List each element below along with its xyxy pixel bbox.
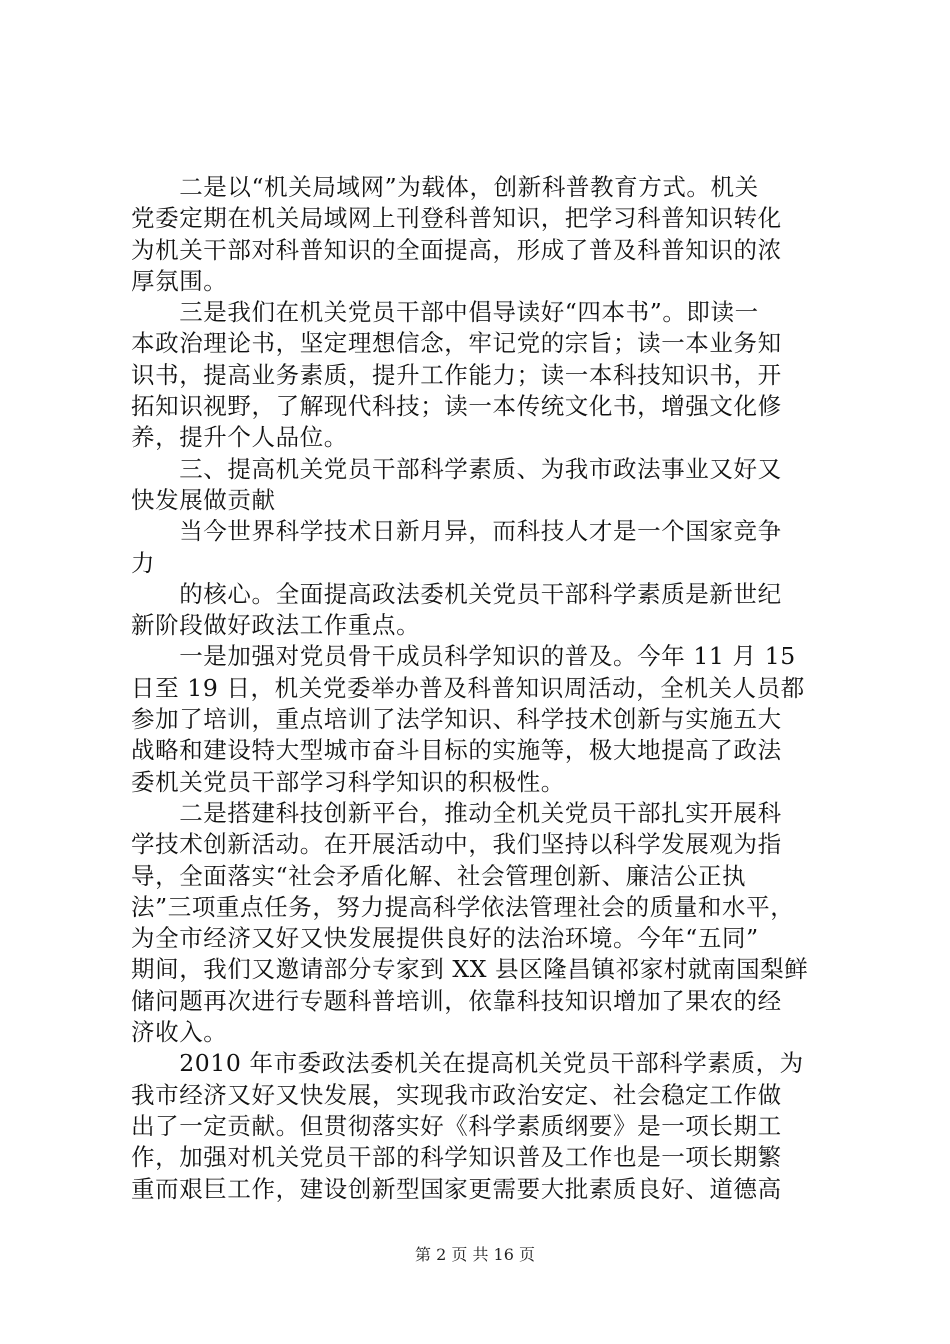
text-line: 新阶段做好政法工作重点。 [131,611,421,640]
paragraph-6 [131,641,831,797]
text-line: 参加了培训，重点培训了法学知识、科学技术创新与实施五大 [131,705,782,734]
text-line: 的核心。全面提高政法委机关党员干部科学素质是新世纪 [131,579,782,608]
text-line: 养，提升个人品位。 [131,423,348,452]
text-line: 三、提高机关党员干部科学素质、为我市政法事业又好又 [131,454,782,483]
text-line: 出了一定贡献。但贯彻落实好《科学素质纲要》是一项长期工 [131,1111,782,1140]
text-line: 日至 19 日，机关党委举办普及科普知识周活动，全机关人员都 [131,673,805,702]
text-line: 当今世界科学技术日新月异，而科技人才是一个国家竞争 [131,517,782,546]
text-line: 期间，我们又邀请部分专家到 XX 县区隆昌镇祁家村就南国梨鲜 [131,955,809,984]
paragraph-8 [131,1048,831,1204]
text-line: 作，加强对机关党员干部的科学知识普及工作也是一项长期繁 [131,1143,782,1172]
paragraph-5 [131,579,831,642]
page-number-label: 第 2 页 共 16 页 [415,1245,535,1264]
text-line: 快发展做贡献 [131,485,276,514]
text-line: 拓知识视野，了解现代科技；读一本传统文化书，增强文化修 [131,392,782,421]
text-line: 为全市经济又好又快发展提供良好的法治环境。今年“五同” [131,924,759,953]
text-line: 厚氛围。 [131,266,228,295]
text-line: 一是加强对党员骨干成员科学知识的普及。今年 11 月 15 [131,642,796,671]
text-line: 重而艰巨工作，建设创新型国家更需要大批素质良好、道德高 [131,1174,782,1203]
paragraph-7 [131,798,831,1048]
text-line: 我市经济又好又快发展，实现我市政治安定、社会稳定工作做 [131,1080,782,1109]
text-line: 储问题再次进行专题科普培训，依靠科技知识增加了果农的经 [131,986,782,1015]
paragraph-2 [131,297,831,453]
document-body [131,172,831,1205]
page-footer [0,1245,950,1265]
text-line: 识书，提高业务素质，提升工作能力；读一本科技知识书，开 [131,360,782,389]
paragraph-4 [131,516,831,579]
text-line: 三是我们在机关党员干部中倡导读好“四本书”。即读一 [131,298,759,327]
text-line: 战略和建设特大型城市奋斗目标的实施等，极大地提高了政法 [131,736,782,765]
text-line: 力 [131,548,156,577]
text-line: 为机关干部对科普知识的全面提高，形成了普及科普知识的浓 [131,235,782,264]
text-line: 二是搭建科技创新平台，推动全机关党员干部扎实开展科 [131,798,782,827]
paragraph-1 [131,172,831,297]
text-line: 学技术创新活动。在开展活动中，我们坚持以科学发展观为指 [131,830,782,859]
text-line: 法”三项重点任务，努力提高科学依法管理社会的质量和水平， [131,892,795,921]
text-line: 导，全面落实“社会矛盾化解、社会管理创新、廉洁公正执 [131,861,747,890]
text-line: 2010 年市委政法委机关在提高机关党员干部科学素质，为 [131,1049,804,1078]
text-line: 党委定期在机关局域网上刊登科普知识，把学习科普知识转化 [131,204,782,233]
text-line: 委机关党员干部学习科学知识的积极性。 [131,767,565,796]
text-line: 本政治理论书，坚定理想信念，牢记党的宗旨；读一本业务知 [131,329,782,358]
text-line: 二是以“机关局域网”为载体，创新科普教育方式。机关 [131,173,759,201]
text-line: 济收入。 [131,1018,228,1047]
section-heading-3 [131,454,831,517]
